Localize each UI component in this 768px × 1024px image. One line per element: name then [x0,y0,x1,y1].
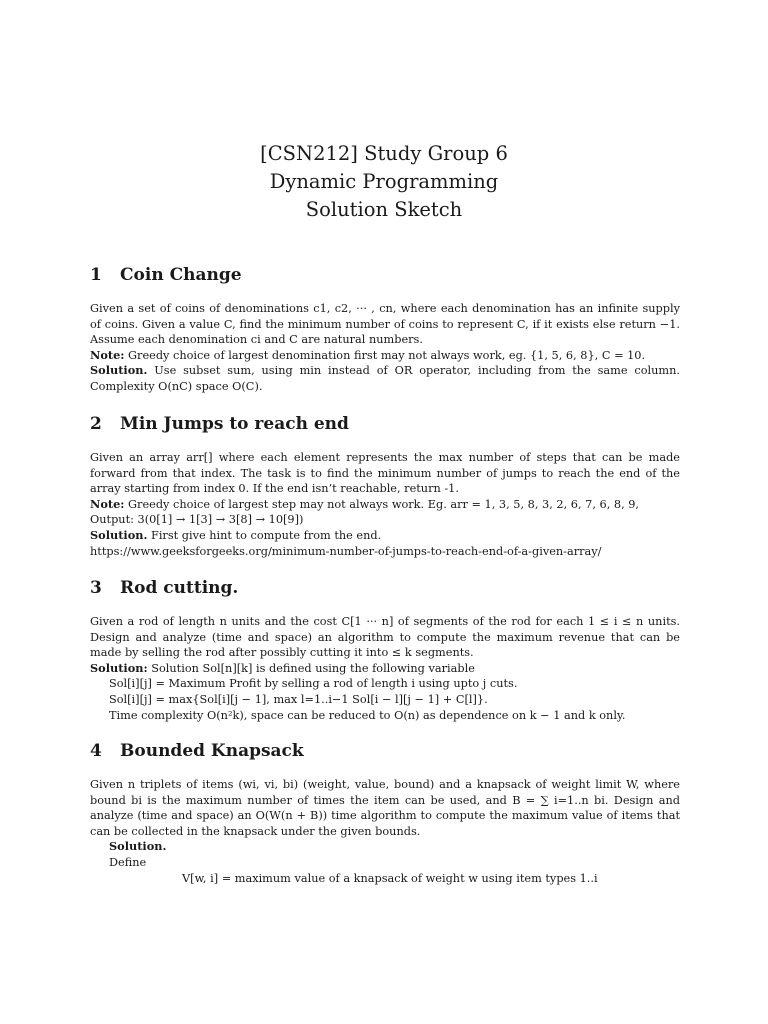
section-heading [90,740,680,762]
section-number: 4 [90,741,102,761]
note-label: Note: [90,347,125,362]
section-coin-change [90,264,680,395]
note-label: Note: [90,496,125,511]
section-title: Bounded Knapsack [120,741,304,761]
section-body: Given a set of coins of denominations c1, c2, ··· , cn, where each denomination has an infinite supply of coins. Given a value C, find the minimum number of coins to represent C, if it exists else return −1. Assume each denomination ci and C are natural numbers. [90,302,680,347]
define-text: Define [109,855,147,869]
solution [90,528,680,544]
document-title [0,140,768,224]
solution-label: Solution. [90,527,148,542]
section-title: Rod cutting. [120,578,239,598]
solution-label: Solution. [109,839,167,854]
section-heading [90,264,680,286]
solution-text: Solution Sol[n][k] is defined using the following variable [151,661,475,675]
solution-label: Solution. [90,363,148,378]
reference-link[interactable]: https://www.geeksforgeeks.org/minimum-number-of-jumps-to-reach-end-of-a-given-array/ [90,544,602,558]
section-number: 1 [90,265,102,285]
section-body: Given n triplets of items (wi, vi, bi) (weight, value, bound) and a knapsack of weight limit W, where bound bi is the maximum number of times the item can be used, and B = ∑ i=1..n bi. Design and analyze (time and space) an O(W(n + B)) time algorithm to compute the maximum value of items that can be collected in the knapsack under the given bounds. [90,778,680,838]
note-text: Greedy choice of largest denomination first may not always work, eg. {1, 5, 6, 8}, C = 10. [128,348,646,362]
section-number: 3 [90,578,102,598]
section-body: Given a rod of length n units and the cost C[1 ··· n] of segments of the rod for each 1 ≤ i ≤ n units. Design and analyze (time and space) an algorithm to compute the maximum revenue that can be made by selling the rod after possibly cutting it into ≤ k segments. [90,615,680,660]
section-title: Min Jumps to reach end [120,414,349,434]
subtitle: Solution Sketch [305,198,463,221]
section-title: Coin Change [120,265,242,285]
note [90,348,680,364]
complexity-line: Time complexity O(n²k), space can be reduced to O(n) as dependence on k − 1 and k only. [109,708,626,722]
section-number: 2 [90,414,102,434]
solution [90,661,680,677]
recurrence-line: Sol[i][j] = max{Sol[i][j − 1], max l=1..i−1 Sol[i − l][j − 1] + C[l]}. [109,692,488,706]
note-text: Greedy choice of largest step may not always work. Eg. arr = 1, 3, 5, 8, 3, 2, 6, 7, 6, 8, 9, [128,497,640,511]
output-line: Output: 3(0[1] → 1[3] → 3[8] → 10[9]) [90,513,304,527]
course-title: [CSN212] Study Group 6 [260,142,508,165]
solution-text: Use subset sum, using min instead of OR operator, including from the same column. Complexity O(nC) space O(C). [90,364,680,393]
section-bounded-knapsack [90,740,680,886]
section-heading [90,577,680,599]
solution [90,839,680,855]
solution-text: First give hint to compute from the end. [150,528,382,542]
section-heading [90,413,680,435]
topic-title: Dynamic Programming [269,170,499,193]
section-rod-cutting [90,577,680,723]
section-min-jumps [90,413,680,559]
note [90,497,680,513]
definition-line: Sol[i][j] = Maximum Profit by selling a rod of length i using upto j cuts. [109,677,518,691]
solution [90,363,680,394]
section-body: Given an array arr[] where each element represents the max number of steps that can be made forward from that index. The task is to find the minimum number of jumps to reach the end of the array starting from index 0. If the end isn’t reachable, return -1. [90,451,680,496]
formula-line: V[w, i] = maximum value of a knapsack of weight w using item types 1..i [182,871,598,885]
solution-label: Solution: [90,660,148,675]
